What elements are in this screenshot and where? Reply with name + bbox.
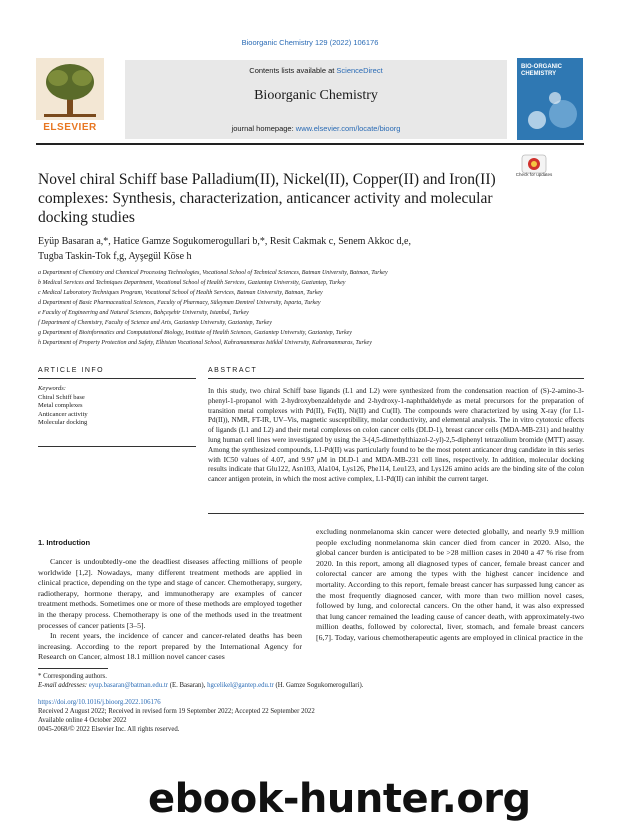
affiliations	[38, 268, 578, 348]
homepage-prefix: journal homepage:	[231, 124, 296, 133]
homepage-link[interactable]: www.elsevier.com/locate/bioorg	[295, 124, 401, 133]
paragraph: In recent years, the incidence of cancer and cancer-related deaths has been increasing. According to the report prepared by the International Agency for Research on Cancer, almost 18.1 million novel cancer cases	[38, 631, 302, 662]
divider	[208, 513, 584, 514]
emails-label: E-mail addresses:	[38, 682, 89, 689]
keywords-block	[38, 385, 196, 428]
article-info-heading: ARTICLE INFO	[38, 367, 105, 374]
section-heading-introduction: 1. Introduction	[38, 538, 91, 547]
affiliation: h Department of Property Protection and Safety, Elbistan Vocational School, Kahramanmaras Istiklal University, Kahramanmaras, Turkey	[38, 340, 372, 346]
authors-line-2: Tugba Taskin-Tok f,g, Ayşegül Köse h	[38, 251, 192, 262]
divider	[38, 446, 196, 447]
paragraph: excluding nonmelanoma skin cancer were detected globally, and nearly 9.9 million people excluding nonmelanoma skin cancer died from cancer in 2020. Also, the global cancer burden is anticipated to be >28 million cases in 2040 a 47 % rise from 2020. In this report, among all diagnosed types of cancer, female breast cancer and colorectal cancer are among the types with the highest cancer incidence and mortality. According to this report, female breast cancer has surpassed lung cancer as the most frequently diagnosed cancer, with more than two million novel cases, followed by lung, and colorectal cancers. On the other hand, it was also expressed that lung cancer remained the leading cause of cancer death, with approximately-two million deaths, followed by colorectal, liver, stomach, and female breast cancers [6,7]. Today, various chemotherapeutic agents are employed in clinical practice in the	[316, 527, 584, 642]
cover-title: BIO-ORGANIC CHEMISTRY	[521, 64, 562, 77]
paragraph: Cancer is undoubtedly-one the deadliest diseases affecting millions of people worldwide [1,2]. Nowadays, many different treatment methods are applied in clinical practice, depending on the type and stage of cancer. Chemotherapy, surgery, radiotherapy, hormone therapy, and immunotherapy are examples of cancer treatment methods. Sometimes one or more of these methods are employed together in the therapy process. Chemotherapy is one of the methods used in the treatment processes of cancer patients [3–5].	[38, 557, 302, 630]
elsevier-tree-logo	[36, 58, 104, 130]
abstract-text: In this study, two chiral Schiff base ligands (L1 and L2) were synthesized from the condensation reaction of (S)-2-amino-3-phenyl-1-propanol with 2-hydroxybenzaldehyde and 2-hydroxy-1-naphthaldehyde as metal precursors for the preparation of transition metal complexes with Pd(II), Fe(II), Ni(II) and Cu(II). The compounds were characterized by using X-ray (for L1-Pd(II)), NMR, FT-IR, UV–Vis, magnetic susceptibility, molar conductivity, and elemental analysis. The in vitro cytotoxic effects of ligands (L1 and L2) and their metal complexes on colon cancer cells (DLD-1), breast cancer cells (MDA-MB-231) and healthy lung human cell lines were investigated by using the 3-(4,5-dimethylthiazol-2-yl)-2,5-diphenyl tetrazolium bromide (MTT) assay. Among the synthesized compounds, L1-Pd(II) was particularly found to be the most potent anticancer drug candidate in this series with IC50 values of 4.07, and 9.97 μM in DLD-1 and MDA-MB-231 cell lines, respectively. In addition, molecular docking results indicate that Glu122, Asn103, Ala104, Lys126, Phe114, Leu123, and Lys126 amino acids are the binding site of the colon cancer antigen protein, in which the most active complex, L1-Pd(II) can inhibit the current target.	[208, 387, 584, 484]
doi-link[interactable]: https://doi.org/10.1016/j.bioorg.2022.106176	[38, 699, 161, 706]
contents-availability	[125, 66, 507, 75]
keyword: Anticancer activity	[38, 410, 88, 418]
email-link[interactable]: eyup.basaran@batman.edu.tr	[88, 682, 169, 689]
contents-prefix: Contents lists available at	[249, 66, 337, 75]
email-line	[38, 681, 584, 690]
divider	[208, 378, 584, 379]
received-dates: Received 2 August 2022; Received in revised form 19 September 2022; Accepted 22 September 2022	[38, 708, 315, 715]
publisher-name: ELSEVIER	[43, 122, 97, 133]
footnote-divider	[38, 668, 108, 669]
email-owner: (E. Basaran),	[168, 682, 208, 689]
email-owner: (H. Gamze Sogukomerogullari).	[273, 682, 364, 689]
header-divider	[36, 143, 584, 145]
keyword: Metal complexes	[38, 402, 83, 409]
journal-homepage	[125, 124, 507, 133]
watermark-text: ebook-hunter.org	[148, 776, 531, 822]
email-link[interactable]: hgcelikel@gantep.edu.tr	[207, 682, 274, 689]
corresponding-note: * Corresponding authors.	[38, 673, 107, 680]
available-online: Available online 4 October 2022	[38, 717, 127, 724]
copyright: 0045-2068/© 2022 Elsevier Inc. All rights reserved.	[38, 726, 180, 733]
author-list	[38, 234, 508, 264]
journal-cover-image	[517, 58, 583, 140]
body-column-left	[38, 557, 302, 663]
affiliation: g Department of Bioinformatics and Computational Biology, Institute of Health Sciences, Gaziantep University, Gaziantep, Turkey	[38, 330, 352, 336]
affiliation: e Faculty of Engineering and Natural Sciences, Bahçeşehir University, Istanbul, Turkey	[38, 310, 249, 316]
keyword: Chiral Schiff base	[38, 393, 85, 401]
sciencedirect-link[interactable]: ScienceDirect	[336, 66, 383, 75]
affiliation: f Department of Chemistry, Faculty of Science and Arts, Gaziantep University, Gaziantep, Turkey	[38, 320, 272, 326]
divider	[38, 378, 196, 379]
affiliation: a Department of Chemistry and Chemical Processing Technologies, Vocational School of Technical Sciences, Batman University, Batman, Turkey	[38, 270, 388, 276]
keywords-label: Keywords:	[38, 385, 66, 392]
keyword: Molecular docking	[38, 419, 88, 426]
check-for-updates-icon[interactable]	[521, 154, 547, 186]
journal-name: Bioorganic Chemistry	[254, 88, 378, 103]
affiliation: c Medical Laboratory Techniques Program, Vocational School of Health Services, Batman University, Batman, Turkey	[38, 290, 323, 296]
affiliation: b Medical Services and Techniques Department, Vocational School of Health Services, Gaziantep University, Gaziantep, Turkey	[38, 280, 346, 286]
abstract-heading: ABSTRACT	[208, 367, 258, 374]
body-column-right	[316, 527, 584, 644]
check-for-updates-label[interactable]: Check for updates	[515, 172, 553, 177]
authors-line-1: Eyüp Basaran a,*, Hatice Gamze Sogukomerogullari b,*, Resit Cakmak c, Senem Akkoc d,e,	[38, 236, 411, 247]
article-title: Novel chiral Schiff base Palladium(II), Nickel(II), Copper(II) and Iron(II) complexes: Synthesis, characterization, anticancer activity and molecular docking studies	[38, 171, 496, 226]
journal-citation[interactable]: Bioorganic Chemistry 129 (2022) 106176	[241, 38, 379, 47]
affiliation: d Department of Basic Pharmaceutical Sciences, Faculty of Pharmacy, Süleyman Demirel University, Isparta, Turkey	[38, 300, 321, 306]
footnotes	[38, 672, 584, 690]
publication-info	[38, 698, 584, 734]
